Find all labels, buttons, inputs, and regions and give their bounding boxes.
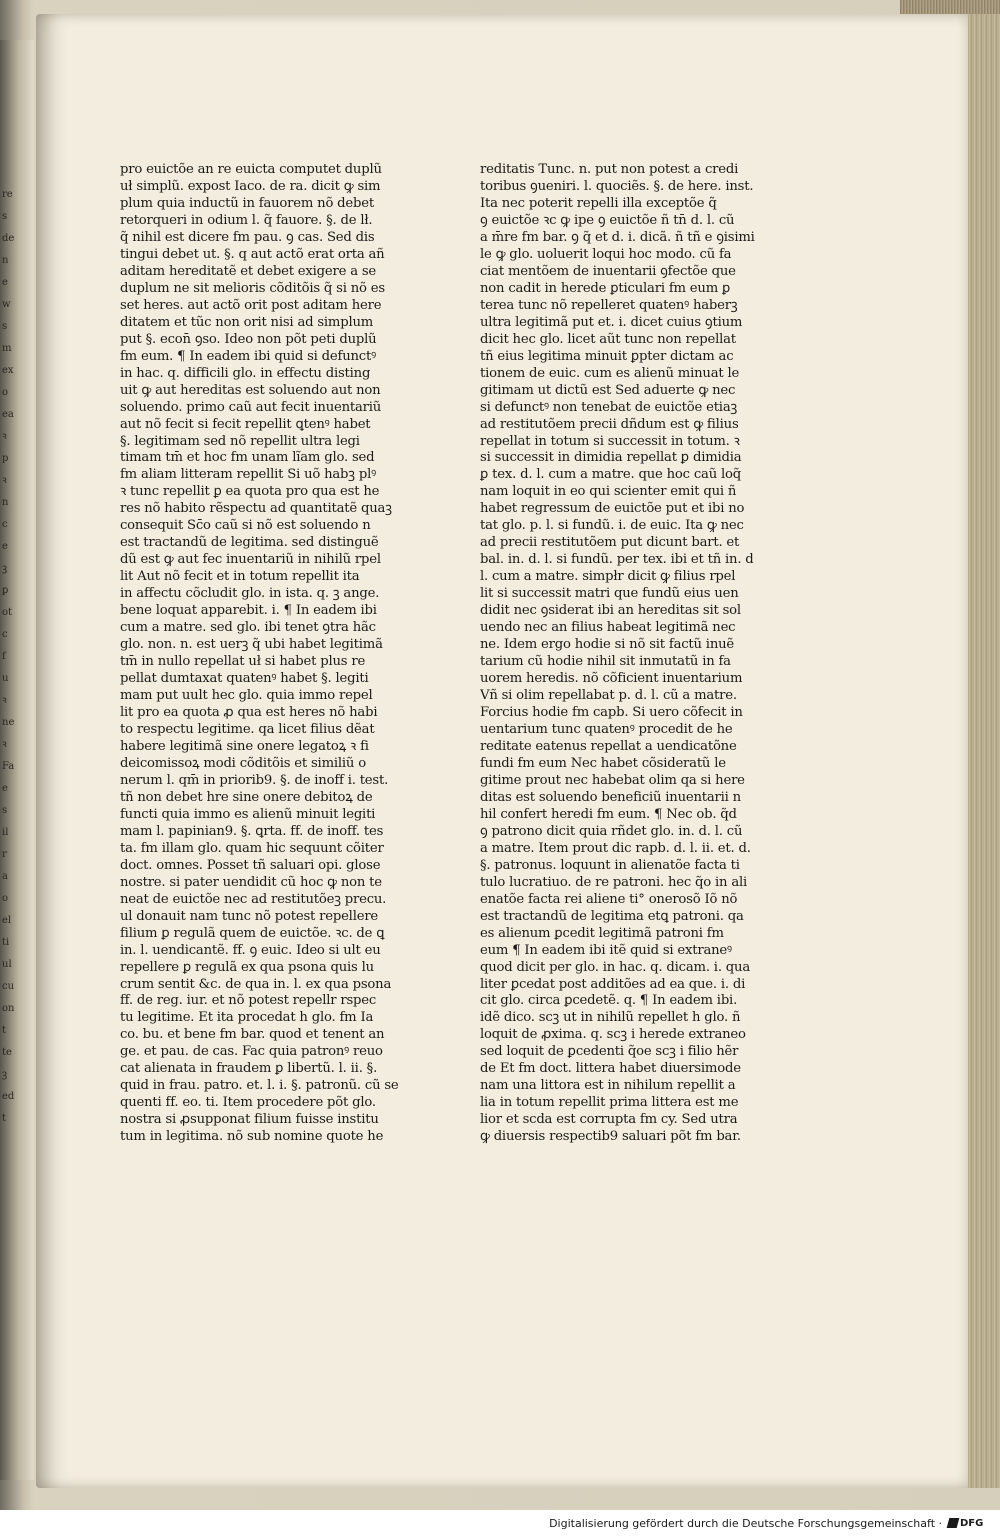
text-line: es alienum ꝑcedit legitimã patroni fm [480,925,724,941]
text-line: §. legitimam sed nõ repellit ultra legi [120,433,360,449]
text-line: lia in totum repellit prima littera est me [480,1095,739,1111]
text-line: plum quia inductũ in fauorem nõ debet [120,195,374,211]
text-line: fm aliam litteram repellit Si uõ habꝫ plꝰ [120,467,376,483]
text-line: enatõe facta rei aliene ti° onerosõ Iõ nõ [480,891,738,907]
margin-fragment: il [2,827,9,838]
text-line: nam loquit in eo qui scienter emit qui ñ [480,484,737,500]
margin-fragment: ꝑ [2,585,9,596]
book-fore-edge [968,14,1000,1488]
text-line: bene loquat apparebit. i. ¶ In eadem ibi [120,603,377,619]
text-line: crum sentit &c. de qua in. l. ex qua psona [120,976,392,992]
text-line: terea tunc nõ repelleret quatenꝰ haberꝫ [480,297,738,313]
text-line: ditatem et tũc non orit nisi ad simplum [120,314,374,330]
margin-fragment: ot [2,607,13,618]
dfg-mark-icon [947,1518,960,1528]
text-line: aditam hereditatẽ et debet exigere a se [120,263,377,279]
text-line: ciat mentõem de inuentarii ꝯfectõe que [480,263,736,279]
text-line: §. patronus. loquunt in alienatõe facta ti [480,857,740,873]
margin-fragment: n [2,497,9,508]
text-line: reditate eatenus repellat a uendicatõne [480,738,737,754]
text-line: uł simplũ. expost Iaco. de ra. dicit ꝙ sim [120,178,381,194]
text-line: filium ꝑ regulã quem de euictõe. ꝛc. de ꝗ [120,925,385,941]
margin-fragment: ex [2,365,14,376]
text-column-left [120,162,400,1146]
text-column-right [480,162,760,1146]
text-line: nam una littora est in nihilum repellit a [480,1078,736,1094]
text-line: habet regressum de euictõe put et ibi no [480,501,745,517]
text-line: uorem heredis. nõ cõficient inuentarium [480,671,743,687]
margin-fragment: ꝫ [2,1069,8,1080]
text-line: tñ eius legitima minuit ꝑpter dictam ac [480,348,734,364]
margin-fragment: s [2,321,8,332]
margin-fragment: ed [2,1091,15,1102]
text-line: pro euictõe an re euicta computet duplũ [120,162,382,177]
text-line: ꝯ euictõe ꝛc ꝙ ipe ꝯ euictõe ñ tn̄ d. l. cũ [480,212,735,228]
text-line: lit pro ea quota ꝓ qua est heres nõ habi [120,705,378,720]
text-line: tionem de euic. cum es alienũ minuat le [480,365,740,381]
margin-fragment: s [2,805,8,816]
text-line: uendo nec an filius habeat legitimã nec [480,620,736,636]
text-line: uentarium tunc quatenꝰ procedit de he [480,721,733,737]
facing-page-edge [0,40,34,1480]
text-line: nerum l. qm̄ in priorib9. §. de inoff i. test. [120,772,389,788]
text-line: lior et scd̄a est corrupta fm cy. Sed utra [480,1112,738,1128]
text-line: glo. non. n. est uerꝫ q̃ ubi habet legitimã [120,637,383,653]
text-line: liter ꝑcedat post additões ad ea que. i. di [480,976,746,992]
margin-fragment: ꝛ [2,431,7,442]
text-line: ne. Idem ergo hodie si nõ sit factũ inuẽ [480,637,735,653]
margin-fragment: w [2,299,11,310]
margin-fragment: r [2,849,7,860]
text-line: sed loquit de ꝑcedenti q̃oe scꝫ i filio hẽr [480,1044,739,1060]
text-line: ge. et pau. de cas. Fac quia patronꝰ reuo [120,1044,383,1060]
funding-credit: Digitalisierung gefördert durch die Deutsche Forschungsgemeinschaft · [549,1517,942,1530]
text-line: tat glo. p. l. si fundũ. i. de euic. Ita ꝙ nec [480,518,744,534]
margin-fragment: ul [2,959,12,970]
text-line: ul donauit nam tunc nõ potest repellere [120,908,379,924]
margin-fragment: e [2,783,8,794]
text-line: idẽ dico. scꝫ ut in nihilũ repellet h glo. ñ [480,1010,741,1026]
text-line: ad restitutõem precii dñdum est ꝙ filius [480,416,739,432]
text-line: nostra si ꝓsupponat filium fuisse institu [120,1112,379,1128]
text-line: est tractandũ de legitima. sed distinguẽ [120,535,379,551]
text-line: q̃ nihil est dicere fm pau. ꝯ cas. Sed dis [120,229,375,245]
text-line: Forcius hodie fm capb. Si uero cõfecit in [480,705,743,720]
margin-fragment: te [2,1047,12,1058]
margin-fragment: e [2,277,8,288]
text-line: gitime prout nec habebat olim qa si here [480,772,745,788]
text-line: ꝛ tunc repellit ꝑ ea quota pro qua est he [120,484,380,500]
text-line: mam put uult hec glo. quia immo repel [120,688,373,704]
text-line: Vñ si olim repellabat p. d. l. cũ a matre. [480,688,737,704]
margin-fragment: t [2,1113,7,1124]
margin-fragment: ne [2,717,15,728]
text-line: pellat dumtaxat quatenꝰ habet §. legiti [120,671,369,687]
text-line: dicit hec glo. licet aũt tunc non repellat [480,331,736,347]
text-line: duplum ne sit melioris cõditõis q̃ si nõ es [120,280,385,296]
text-line: functi quia immo es alienũ minuit legiti [120,806,376,822]
text-line: cit glo. circa ꝑcedetẽ. q. ¶ In eadem ibi. [480,993,738,1009]
text-line: aut nõ fecit si fecit repellit ꝗtenꝰ habet [120,416,371,432]
text-line: ad precii restitutõem put dicunt bart. et [480,535,740,551]
text-line: est tractandũ de legitima etꝗ patroni. qa [480,908,744,924]
text-line: hil confert heredi fm eum. ¶ Nec ob. q̃d [480,806,737,822]
text-line: set heres. aut actõ orit post aditam here [120,297,382,313]
text-line: tñ non debet hre sine onere debitoꝝ de [120,789,373,805]
text-line: put §. econ̄ ꝯso. Ideo non põt peti duplũ [120,331,377,347]
margin-fragment: f [2,651,6,662]
dfg-logo [948,1516,992,1530]
text-line: ꝯ patrono dicit quia rñdet glo. in. d. l. cũ [480,823,743,839]
text-line: ff. de reg. iur. et nõ potest repellr rspec [120,993,377,1009]
margin-fragment: c [2,519,8,530]
text-line: consequit Sc̄o caũ si nõ est soluendo n [120,518,371,534]
text-line: neat de euictõe nec ad restitutõeꝫ precu. [120,891,387,907]
text-line: non cadit in herede ꝑticulari fm eum ꝑ [480,280,731,296]
margin-fragment: ꝛ [2,695,7,706]
text-line: tingui debet ut. §. q aut actõ erat orta añ [120,246,385,262]
text-line: soluendo. primo caũ aut fecit inuentariũ [120,399,382,415]
text-line: lit Aut nõ fecit et in totum repellit ita [120,569,360,585]
text-line: cum a matre. sed glo. ibi tenet ꝯtra hãc [120,620,376,636]
margin-fragment: t [2,1025,7,1036]
margin-fragment: o [2,387,9,398]
margin-fragment: el [2,915,12,926]
text-line: reditatis Tunc. n. put non potest a credi [480,162,739,177]
text-line: to respectu legitime. qa licet filius dẽat [120,721,375,737]
text-line: ultra legitimã put et. i. dicet cuius ꝯtium [480,314,743,330]
margin-fragment: c [2,629,8,640]
text-line: timam tm̄ et hoc fm unam lĩam glo. sed [120,450,375,466]
text-line: quenti ff. eo. ti. Item procedere põt glo. [120,1095,376,1111]
margin-fragment: s [2,211,8,222]
margin-fragment: ea [2,409,14,420]
margin-fragment: ꝛ [2,739,7,750]
text-line: si defunctꝰ non tenebat de euictõe etiaꝫ [480,399,738,415]
footer-bar [0,1510,1000,1536]
margin-fragment: e [2,541,8,552]
text-line: in hac. q. difficili glo. in effectu disting [120,365,371,381]
margin-fragment: ꝫ [2,563,8,574]
text-line: ꝙ diuersis respectib9 saluari põt fm bar. [480,1129,741,1145]
text-line: a m̄re fm bar. ꝯ q̃ et d. i. dicã. ñ tñ e ꝯisimi [480,229,755,245]
text-line: toribus ꝯueniri. l. quociẽs. §. de here. inst. [480,178,754,194]
text-line: lit si successit matri que fundũ eius uen [480,586,739,602]
text-line: fundi fm eum Nec habet cõsideratũ le [480,755,726,771]
text-line: loquit de ꝓxima. q. scꝫ i herede extraneo [480,1027,746,1043]
text-line: si successit in dimidia repellat ꝑ dimidia [480,450,742,466]
text-line: uit ꝙ aut hereditas est soluendo aut non [120,382,381,398]
text-line: nostre. si pater uendidit cũ hoc ꝙ non te [120,874,382,890]
margin-fragment: u [2,673,9,684]
margin-fragment: on [2,1003,15,1014]
text-line: tm̄ in nullo repellat uł si habet plus re [120,654,366,670]
text-line: res nõ habito rẽspectu ad quantitatẽ quaꝫ [120,501,392,517]
text-line: doct. omnes. Posset tñ saluari opi. glose [120,857,381,873]
text-line: didit nec ꝯsiderat ibi an hereditas sit sol [480,603,741,619]
margin-fragment: a [2,871,8,882]
text-line: tulo lucratiuo. de re patroni. hec q̃o in ali [480,874,748,890]
text-line: bal. in. d. l. si fundũ. per tex. ibi et tñ in. d [480,552,754,568]
text-line: habere legitimã sine onere legatoꝝ ꝛ fi [120,738,369,754]
margin-fragment: n [2,255,9,266]
text-line: tarium cũ hodie nihil sit inmutatũ in fa [480,654,731,670]
text-line: fm eum. ¶ In eadem ibi quid si defunctꝰ [120,348,376,364]
margin-fragment: ꝛ [2,475,7,486]
margin-fragment: p [2,453,9,464]
text-line: l. cum a matre. simpłr dicit ꝙ filius rpel [480,569,736,585]
text-line: Ita nec poterit repelli illa exceptõe q̃ [480,195,717,211]
margin-fragment: Fa [2,761,15,772]
text-line: le ꝙ glo. uoluerit loqui hoc modo. cũ fa [480,246,732,262]
text-line: tu legitime. Et ita procedat h glo. fm Ia [120,1010,374,1026]
text-line: ditas est soluendo beneficiũ inuentarii n [480,789,741,805]
text-line: retorqueri in odium l. q̃ fauore. §. de lł. [120,212,373,228]
text-line: eum ¶ In eadem ibi itẽ quid si extraneꝰ [480,942,732,958]
text-line: ꝑ tex. d. l. cum a matre. que hoc caũ loq̃ [480,467,741,483]
margin-fragment: re [2,189,13,200]
text-line: cat alienata in fraudem ꝑ libertũ. l. ii. §. [120,1061,378,1077]
dfg-logo-text: DFG [960,1517,984,1529]
text-line: de Et fm doct. littera habet diuersimode [480,1061,741,1077]
text-line: quid in frau. patro. et. l. i. §. patronũ. cũ se [120,1078,399,1094]
text-line: gitimam ut dictũ est Sed aduerte ꝙ nec [480,382,736,398]
text-line: in. l. uendicantẽ. ff. ꝯ euic. Ideo si ult eu [120,942,381,958]
text-line: deicomissoꝝ modi cõditõis et similiũ o [120,755,366,771]
text-line: dũ est ꝙ aut fec inuentariũ in nihilũ rpel [120,552,381,568]
margin-fragment: de [2,233,15,244]
text-line: tum in legitima. nõ sub nomine quote he [120,1129,384,1145]
text-line: mam l. papinian9. §. ꝗrta. ff. de inoff. tes [120,823,384,839]
text-line: repellere ꝑ regulã ex qua psona quis lu [120,959,374,975]
text-line: in affectu cõcludit glo. in ista. q. ꝫ ange. [120,586,380,602]
text-line: co. bu. et bene fm bar. quod et tenent an [120,1027,385,1043]
text-line: ta. fm illam glo. quam hic sequunt cõiter [120,840,384,856]
margin-fragment: m [2,343,12,354]
margin-fragment: o [2,893,9,904]
text-line: a matre. Item prout dic rapb. d. l. ii. et. d. [480,840,751,856]
margin-fragment: ti [2,937,10,948]
text-line: repellat in totum si successit in totum. ꝛ [480,433,740,449]
margin-fragment: cu [2,981,15,992]
text-line: quod dicit per glo. in hac. q. dicam. i. qua [480,959,751,975]
